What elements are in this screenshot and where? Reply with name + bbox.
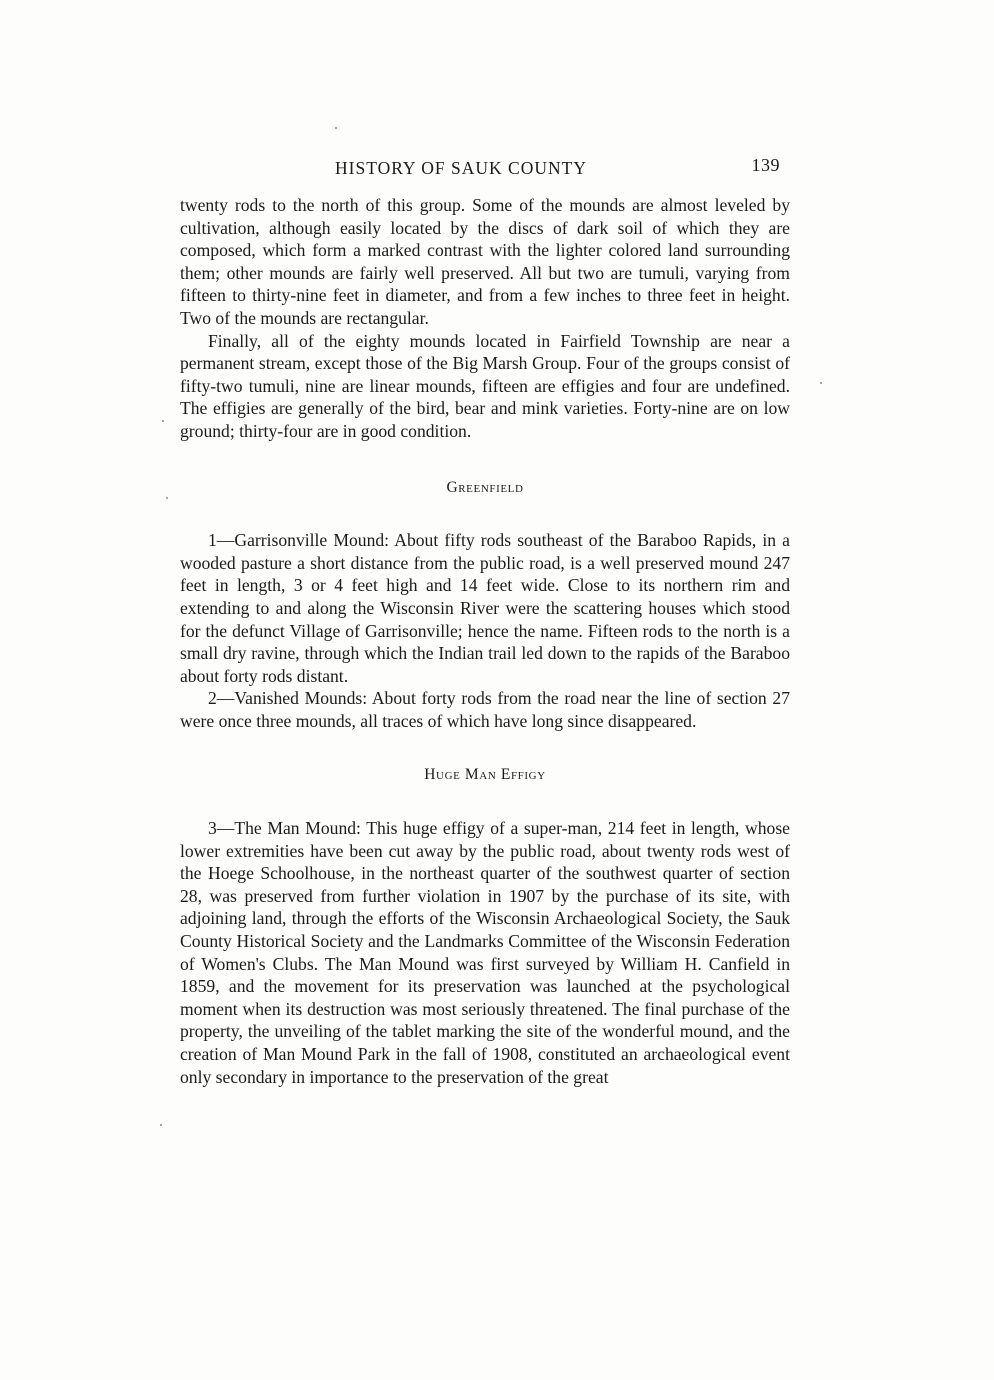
scan-speck <box>335 127 337 129</box>
paragraph: 3—The Man Mound: This huge effigy of a super-man, 214 feet in length, whose lower extremities have been cut away by the public road, about twenty rods west of the Hoege Schoolhouse, in the northeast quarter of the southwest quarter of section 28, was preserved from further violation in 1907 by the purchase of its site, with adjoining land, through the efforts of the Wisconsin Archaeological Society, the Sauk County Historical Society and the Landmarks Committee of the Wisconsin Federation of Women's Clubs. The Man Mound was first surveyed by William H. Canfield in 1859, and the movement for its preservation was launched at the psychological moment when its destruction was most seriously threatened. The final purchase of the property, the unveiling of the tablet marking the site of the wonderful mound, and the creation of Man Mound Park in the fall of 1908, constituted an archaeological event only secondary in importance to the preservation of the great <box>180 818 790 1087</box>
section-heading-greenfield: Greenfield <box>446 478 524 496</box>
running-header <box>180 150 790 180</box>
body-text <box>180 194 790 1088</box>
scan-speck <box>166 497 168 499</box>
page-number: 139 <box>751 155 780 175</box>
paragraph: Finally, all of the eighty mounds located in Fairfield Township are near a permanent stream, except those of the Big Marsh Group. Four of the groups consist of fifty-two tumuli, nine are linear mounds, fifteen are effigies and four are undefined. The effigies are generally of the bird, bear and mink varieties. Forty-nine are on low ground; thirty-four are in good condition. <box>180 330 790 441</box>
paragraph: 2—Vanished Mounds: About forty rods from the road near the line of section 27 were once three mounds, all traces of which have long since disappeared. <box>180 688 790 731</box>
scan-speck <box>820 382 822 384</box>
paragraph: twenty rods to the north of this group. Some of the mounds are almost leveled by cultivation, although easily located by the discs of dark soil of which they are composed, which form a marked contrast with the lighter colored land surrounding them; other mounds are fairly well preserved. All but two are tumuli, varying from fifteen to thirty-nine feet in diameter, and from a few inches to three feet in height. Two of the mounds are rectangular. <box>180 195 790 328</box>
section-heading-man-effigy: Huge Man Effigy <box>424 766 546 784</box>
running-title: HISTORY OF SAUK COUNTY <box>335 158 587 178</box>
scan-speck <box>160 1124 162 1126</box>
paragraph: 1—Garrisonville Mound: About fifty rods southeast of the Baraboo Rapids, in a wooded pasture a short distance from the public road, is a well preserved mound 247 feet in length, 3 or 4 feet high and 14 feet wide. Close to its northern rim and extending to and along the Wisconsin River were the scattering houses which stood for the defunct Village of Garrisonville; hence the name. Fifteen rods to the north is a small dry ravine, through which the Indian trail led down to the rapids of the Baraboo about forty rods distant. <box>180 530 790 686</box>
page-content <box>180 150 790 1088</box>
scan-speck <box>162 420 164 422</box>
